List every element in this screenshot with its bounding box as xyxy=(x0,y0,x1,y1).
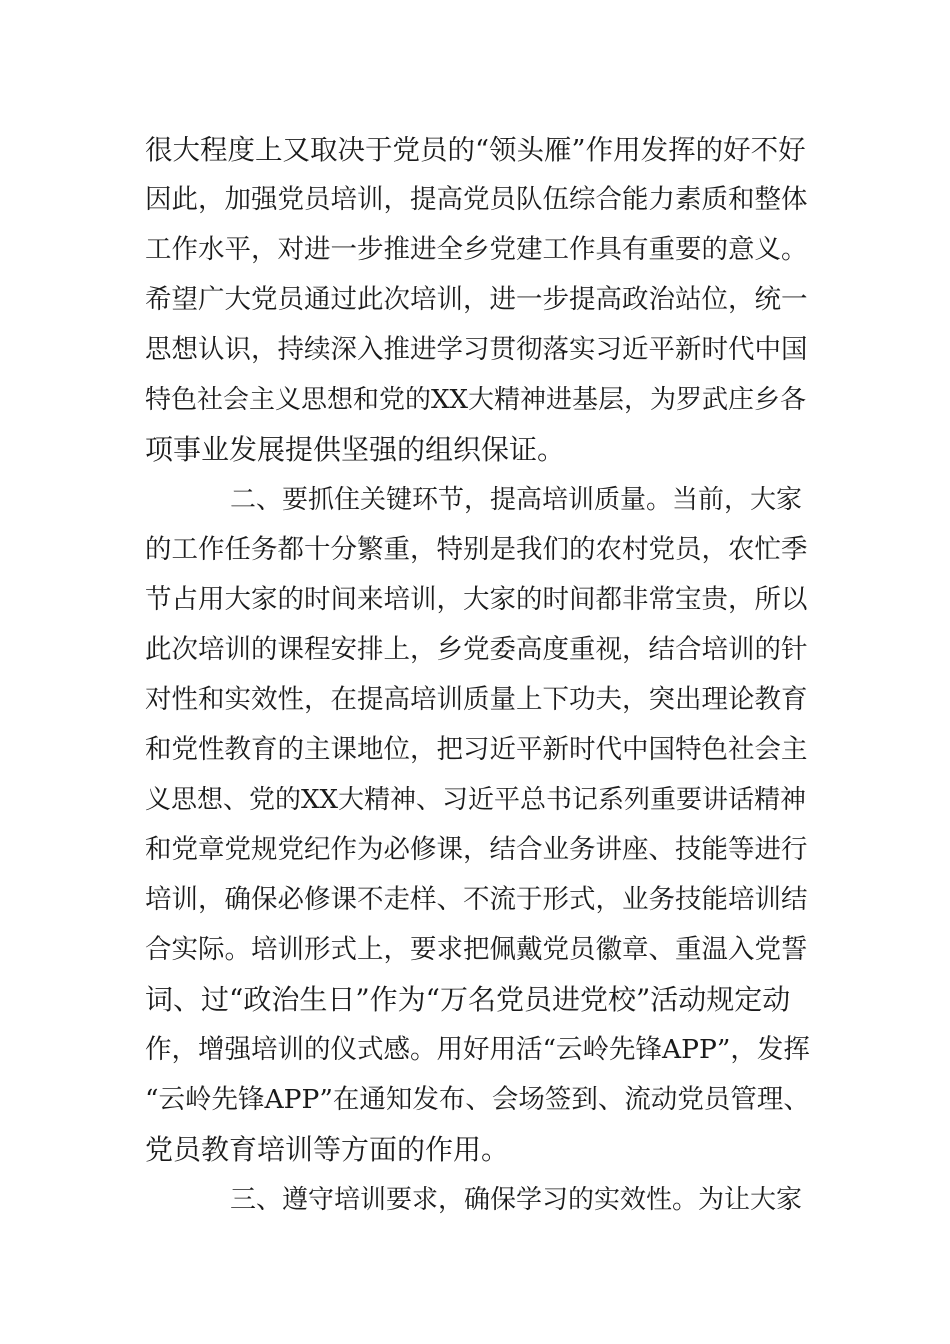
text-line: “云岭先锋APP”在通知发布、会场签到、流动党员管理、 xyxy=(145,1084,810,1115)
text-line: 词、过“政治生日”作为“万名党员进党校”活动规定动 xyxy=(145,983,791,1016)
text-line: 很大程度上又取决于党员的“领头雁”作用发挥的好不好 xyxy=(145,134,806,166)
text-line: 项事业发展提供坚强的组织保证。 xyxy=(145,433,566,466)
text-line: 义思想、党的XX大精神、习近平总书记系列重要讲话精神 xyxy=(145,785,807,815)
text-line: 作，增强培训的仪式感。用好用活“云岭先锋APP”，发挥 xyxy=(145,1034,810,1065)
paragraph-heading-line: 二、要抓住关键环节，提高培训质量。当前，大家 xyxy=(230,485,803,515)
text-line: 工作水平，对进一步推进全乡党建工作具有重要的意义。 xyxy=(145,234,808,265)
paragraph-heading-line: 三、遵守培训要求，确保学习的实效性。为让大家 xyxy=(230,1185,803,1215)
text-line: 节占用大家的时间来培训，大家的时间都非常宝贵，所以 xyxy=(145,584,808,615)
text-line: 和党性教育的主课地位，把习近平新时代中国特色社会主 xyxy=(145,734,808,765)
text-line: 希望广大党员通过此次培训，进一步提高政治站位，统一 xyxy=(145,284,808,315)
text-line: 因此，加强党员培训，提高党员队伍综合能力素质和整体 xyxy=(145,184,808,215)
text-line: 对性和实效性，在提高培训质量上下功夫，突出理论教育 xyxy=(145,684,808,715)
text-line: 思想认识，持续深入推进学习贯彻落实习近平新时代中国 xyxy=(145,334,808,365)
text-line: 培训，确保必修课不走样、不流于形式，业务技能培训结 xyxy=(145,884,808,915)
text-line: 特色社会主义思想和党的XX大精神进基层，为罗武庄乡各 xyxy=(145,385,807,415)
text-line: 合实际。培训形式上，要求把佩戴党员徽章、重温入党誓 xyxy=(145,934,808,965)
text-line: 和党章党规党纪作为必修课，结合业务讲座、技能等进行 xyxy=(145,834,808,865)
text-line: 党员教育培训等方面的作用。 xyxy=(145,1133,510,1166)
text-line: 的工作任务都十分繁重，特别是我们的农村党员，农忙季 xyxy=(145,534,808,565)
text-line: 此次培训的课程安排上，乡党委高度重视，结合培训的针 xyxy=(145,634,808,665)
